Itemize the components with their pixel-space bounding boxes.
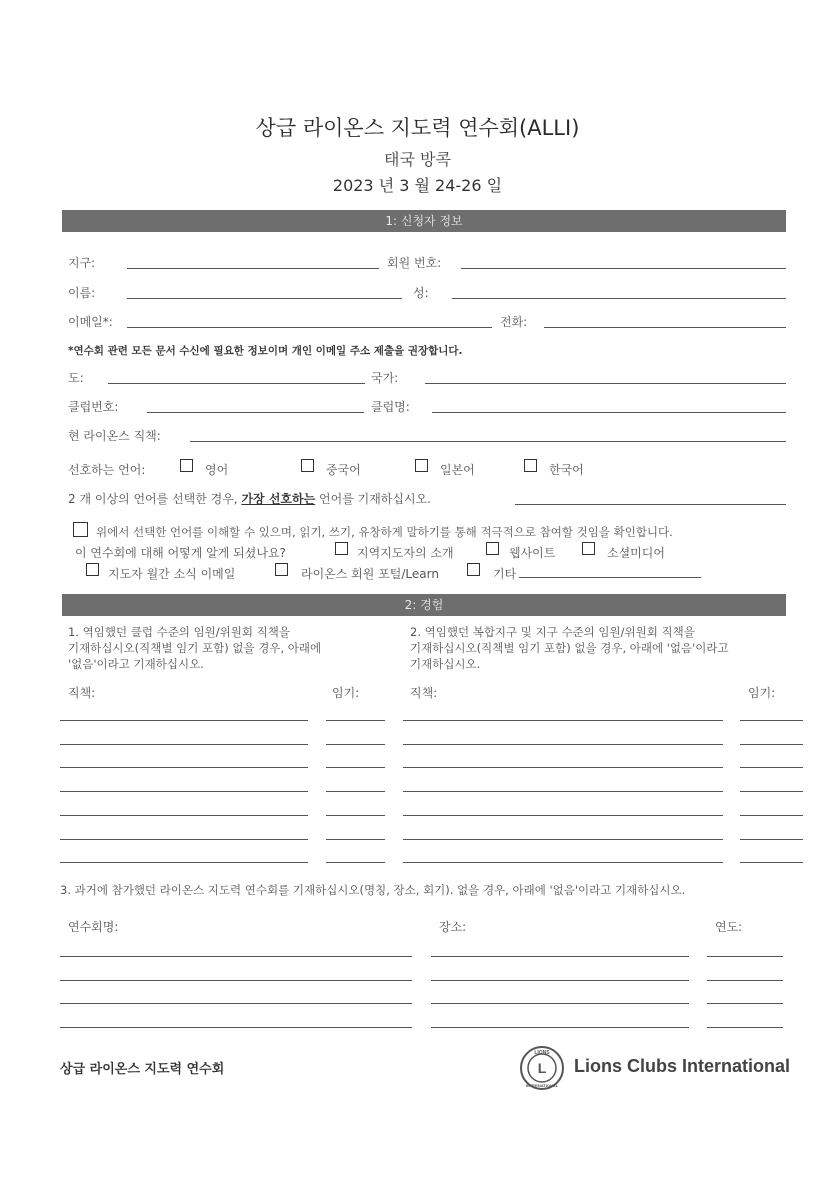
question-1: [68, 624, 321, 672]
q2-term-line[interactable]: [740, 791, 803, 792]
current-title-field[interactable]: [190, 441, 786, 442]
checkbox-english[interactable]: [180, 459, 193, 472]
multi-note-post: 언어를 기재하십시오.: [319, 492, 431, 506]
seminar-name-line[interactable]: [60, 956, 412, 957]
checkbox-japanese[interactable]: [415, 459, 428, 472]
footer-title: 상급 라이온스 지도력 연수회: [60, 1062, 225, 1077]
country-field[interactable]: [425, 383, 786, 384]
q1-position-line[interactable]: [60, 839, 308, 840]
checkbox-chinese[interactable]: [301, 459, 314, 472]
multi-note-pre: 2 개 이상의 언어를 선택한 경우,: [68, 492, 238, 506]
club-number-field[interactable]: [147, 412, 364, 413]
checkbox-other[interactable]: [467, 563, 480, 576]
event-date: 2023 년 3 월 24-26 일: [332, 176, 503, 195]
q2-position-line[interactable]: [403, 767, 723, 768]
q2-position-line[interactable]: [403, 791, 723, 792]
q1-term-label: 임기:: [332, 686, 360, 700]
last-name-label: 성:: [413, 286, 429, 300]
language-chinese-label: 중국어: [326, 463, 361, 477]
other-field[interactable]: [519, 577, 701, 578]
q2-position-line[interactable]: [403, 744, 723, 745]
source-social-media-label: 소셜미디어: [607, 546, 665, 560]
question-2-line-1: 2. 역임했던 복합지구 및 지구 수준의 임원/위원회 직책을: [410, 625, 695, 639]
event-location: 태국 방콕: [384, 150, 451, 169]
district-label: 지구:: [68, 256, 96, 270]
province-label: 도:: [68, 371, 84, 385]
q2-term-line[interactable]: [740, 815, 803, 816]
multi-note-emphasis: 가장 선호하는: [241, 492, 316, 506]
year-label: 연도:: [715, 920, 743, 934]
q2-position-line[interactable]: [403, 720, 723, 721]
year-line[interactable]: [707, 980, 783, 981]
place-label: 장소:: [439, 920, 467, 934]
q1-term-line[interactable]: [326, 767, 385, 768]
place-line[interactable]: [431, 1027, 689, 1028]
source-local-leader-label: 지역지도자의 소개: [357, 546, 454, 560]
country-label: 국가:: [371, 371, 399, 385]
q1-term-line[interactable]: [326, 839, 385, 840]
question-1-line-1: 1. 역임했던 클럽 수준의 임원/위원회 직책을: [68, 625, 290, 639]
question-3: 3. 과거에 참가했던 라이온스 지도력 연수회를 기재하십시오(명칭, 장소, 회기). 없을 경우, 아래에 '없음'이라고 기재하십시오.: [60, 883, 686, 897]
svg-text:INTERNATIONAL: INTERNATIONAL: [525, 1083, 559, 1088]
q2-term-label: 임기:: [748, 686, 776, 700]
last-name-field[interactable]: [452, 298, 786, 299]
svg-text:L: L: [537, 1060, 547, 1076]
first-name-field[interactable]: [127, 298, 402, 299]
q1-term-line[interactable]: [326, 815, 385, 816]
email-note: *연수회 관련 모든 문서 수신에 필요한 정보이며 개인 이메일 주소 제출을 권장합니다.: [68, 345, 463, 357]
year-line[interactable]: [707, 1027, 783, 1028]
language-confirm-text: 위에서 선택한 언어를 이해할 수 있으며, 읽기, 쓰기, 유창하게 말하기를 통해 적극적으로 참여할 것임을 확인합니다.: [96, 525, 673, 539]
question-2: [410, 624, 729, 672]
checkbox-local-leader[interactable]: [335, 542, 348, 555]
preferred-language-field[interactable]: [515, 504, 786, 505]
q1-position-line[interactable]: [60, 815, 308, 816]
question-1-line-2: 기재하십시오(직책별 임기 포함) 없을 경우, 아래에: [68, 641, 322, 655]
checkbox-social-media[interactable]: [582, 542, 595, 555]
year-line[interactable]: [707, 956, 783, 957]
q2-term-line[interactable]: [740, 767, 803, 768]
q1-position-line[interactable]: [60, 720, 308, 721]
q2-term-line[interactable]: [740, 744, 803, 745]
email-label: 이메일*:: [68, 315, 113, 329]
first-name-label: 이름:: [68, 286, 96, 300]
q1-term-line[interactable]: [326, 791, 385, 792]
page-title: 상급 라이온스 지도력 연수회(ALLI): [255, 116, 580, 140]
lions-logo: [518, 1045, 566, 1091]
q1-term-line[interactable]: [326, 862, 385, 863]
q1-position-label: 직책:: [68, 686, 96, 700]
source-question: 이 연수회에 대해 어떻게 알게 되셨나요?: [75, 546, 286, 560]
language-korean-label: 한국어: [549, 463, 584, 477]
club-number-label: 클럽번호:: [68, 400, 119, 414]
email-field[interactable]: [127, 327, 492, 328]
year-line[interactable]: [707, 1003, 783, 1004]
checkbox-korean[interactable]: [524, 459, 537, 472]
q1-position-line[interactable]: [60, 767, 308, 768]
checkbox-language-confirm[interactable]: [73, 522, 88, 537]
checkbox-member-portal[interactable]: [275, 563, 288, 576]
question-2-line-3: 기재하십시오.: [410, 657, 481, 671]
language-japanese-label: 일본어: [440, 463, 475, 477]
place-line[interactable]: [431, 956, 689, 957]
source-member-portal-label: 라이온스 회원 포털/Learn: [301, 567, 439, 581]
district-field[interactable]: [127, 268, 379, 269]
q1-position-line[interactable]: [60, 791, 308, 792]
q2-position-line[interactable]: [403, 862, 723, 863]
question-2-line-2: 기재하십시오(직책별 임기 포함) 없을 경우, 아래에 '없음'이라고: [410, 641, 729, 655]
language-english-label: 영어: [205, 463, 229, 477]
source-monthly-email-label: 지도자 월간 소식 이메일: [108, 567, 236, 581]
q1-position-line[interactable]: [60, 744, 308, 745]
q2-position-line[interactable]: [403, 815, 723, 816]
phone-field[interactable]: [544, 327, 786, 328]
q2-position-line[interactable]: [403, 839, 723, 840]
q1-position-line[interactable]: [60, 862, 308, 863]
current-title-label: 현 라이온스 직책:: [68, 429, 161, 443]
section-2-header: [62, 594, 786, 616]
q2-term-line[interactable]: [740, 720, 803, 721]
place-line[interactable]: [431, 1003, 689, 1004]
language-label: 선호하는 언어:: [68, 463, 146, 477]
source-website-label: 웹사이트: [509, 546, 556, 560]
seminar-name-line[interactable]: [60, 1003, 412, 1004]
footer-brand: Lions Clubs International: [574, 1056, 791, 1076]
q2-term-line[interactable]: [740, 862, 803, 863]
club-name-label: 클럽명:: [371, 400, 410, 414]
member-number-label: 회원 번호:: [387, 256, 442, 270]
checkbox-website[interactable]: [486, 542, 499, 555]
source-other-label: 기타: [493, 567, 517, 581]
q1-term-line[interactable]: [326, 720, 385, 721]
province-field[interactable]: [108, 383, 365, 384]
q2-position-label: 직책:: [410, 686, 438, 700]
section-2-title: 2: 경험: [404, 598, 444, 612]
multi-language-note: [68, 490, 431, 507]
section-1-header: [62, 210, 786, 232]
question-1-line-3: '없음'이라고 기재하십시오.: [68, 657, 204, 671]
svg-text:LIONS: LIONS: [534, 1050, 550, 1056]
q1-term-line[interactable]: [326, 744, 385, 745]
seminar-name-line[interactable]: [60, 980, 412, 981]
checkbox-monthly-email[interactable]: [86, 563, 99, 576]
phone-label: 전화:: [500, 315, 528, 329]
q2-term-line[interactable]: [740, 839, 803, 840]
seminar-name-label: 연수회명:: [68, 920, 119, 934]
place-line[interactable]: [431, 980, 689, 981]
section-1-title: 1: 신청자 정보: [385, 214, 463, 228]
seminar-name-line[interactable]: [60, 1027, 412, 1028]
club-name-field[interactable]: [432, 412, 786, 413]
member-number-field[interactable]: [461, 268, 786, 269]
